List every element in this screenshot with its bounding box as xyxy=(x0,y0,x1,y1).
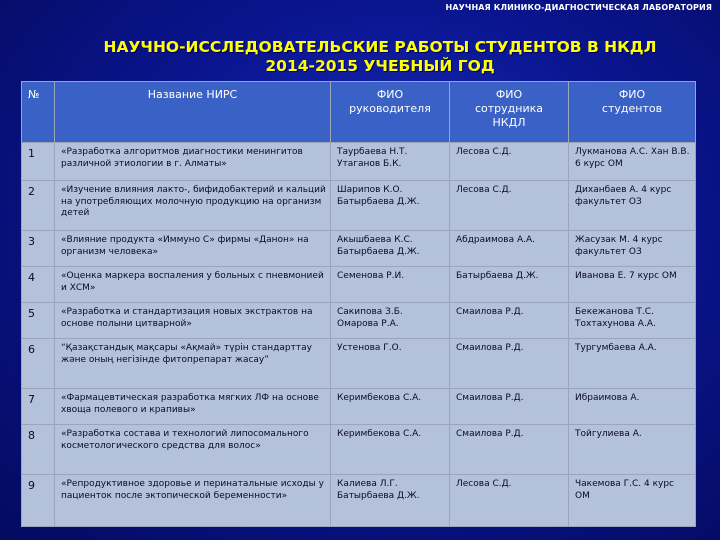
research-table xyxy=(21,81,696,527)
row-supervisor: Сакипова З.Б. Омарова Р.А. xyxy=(331,303,450,339)
table-row xyxy=(22,389,696,425)
row-number: 8 xyxy=(22,425,55,475)
row-title: «Разработка и стандартизация новых экстрактов на основе полыни цитварной» xyxy=(55,303,331,339)
row-employee: Смаилова Р.Д. xyxy=(450,303,569,339)
row-number: 1 xyxy=(22,143,55,181)
column-header-supervisor-line-2: руководителя xyxy=(349,102,431,115)
row-number: 7 xyxy=(22,389,55,425)
row-title: “Қазақстандық мақсары «Ақмай» түрін стандарттау және оның негізінде фитопрепарат жасау” xyxy=(55,339,331,389)
column-header-number: № xyxy=(22,82,55,143)
column-header-employee-line-3: НКДЛ xyxy=(492,116,526,129)
row-supervisor: Керимбекова С.А. xyxy=(331,425,450,475)
row-employee: Смаилова Р.Д. xyxy=(450,339,569,389)
row-students: Лукманова А.С. Хан В.В. 6 курс ОМ xyxy=(569,143,696,181)
row-supervisor: Калиева Л.Г. Батырбаева Д.Ж. xyxy=(331,475,450,527)
row-students: Диханбаев А. 4 курс факультет ОЗ xyxy=(569,181,696,231)
table-row xyxy=(22,425,696,475)
table-row xyxy=(22,181,696,231)
table-row xyxy=(22,475,696,527)
table-row xyxy=(22,267,696,303)
row-title: «Разработка алгоритмов диагностики менингитов различной этиологии в г. Алматы» xyxy=(55,143,331,181)
column-header-employee xyxy=(450,82,569,143)
page-title xyxy=(40,38,720,76)
column-header-name: Название НИРС xyxy=(55,82,331,143)
row-supervisor: Устенова Г.О. xyxy=(331,339,450,389)
row-students: Чакемова Г.С. 4 курс ОМ xyxy=(569,475,696,527)
column-header-employee-line-2: сотрудника xyxy=(474,102,543,115)
title-line-1: НАУЧНО-ИССЛЕДОВАТЕЛЬСКИЕ РАБОТЫ СТУДЕНТОВ В НКДЛ xyxy=(103,38,657,56)
row-employee: Лесова С.Д. xyxy=(450,143,569,181)
row-students: Тургумбаева А.А. xyxy=(569,339,696,389)
table-header-row xyxy=(22,82,696,143)
table-row xyxy=(22,143,696,181)
column-header-students-line-1: ФИО xyxy=(618,88,646,101)
row-title: «Разработка состава и технологий липосомального косметологического средства для волос» xyxy=(55,425,331,475)
column-header-supervisor-line-1: ФИО xyxy=(376,88,404,101)
row-employee: Смаилова Р.Д. xyxy=(450,425,569,475)
row-number: 5 xyxy=(22,303,55,339)
row-supervisor: Керимбекова С.А. xyxy=(331,389,450,425)
table-row xyxy=(22,231,696,267)
row-students: Ибраимова А. xyxy=(569,389,696,425)
row-supervisor: Шарипов К.О. Батырбаева Д.Ж. xyxy=(331,181,450,231)
column-header-supervisor xyxy=(331,82,450,143)
lab-header: НАУЧНАЯ КЛИНИКО-ДИАГНОСТИЧЕСКАЯ ЛАБОРАТОРИЯ xyxy=(445,3,712,12)
row-title: «Репродуктивное здоровье и перинатальные исходы у пациенток после эктопической беременности» xyxy=(55,475,331,527)
row-employee: Смаилова Р.Д. xyxy=(450,389,569,425)
row-employee: Лесова С.Д. xyxy=(450,181,569,231)
row-title: «Фармацевтическая разработка мягких ЛФ на основе хвоща полевого и крапивы» xyxy=(55,389,331,425)
row-number: 6 xyxy=(22,339,55,389)
column-header-students-line-2: студентов xyxy=(601,102,663,115)
row-employee: Абдраимова А.А. xyxy=(450,231,569,267)
row-title: «Влияние продукта «Иммуно С» фирмы «Данон» на организм человека» xyxy=(55,231,331,267)
table-row xyxy=(22,303,696,339)
row-students: Иванова Е. 7 курс ОМ xyxy=(569,267,696,303)
row-number: 4 xyxy=(22,267,55,303)
row-employee: Лесова С.Д. xyxy=(450,475,569,527)
table-row xyxy=(22,339,696,389)
row-number: 9 xyxy=(22,475,55,527)
row-students: Бекежанова Т.С. Тохтахунова А.А. xyxy=(569,303,696,339)
title-line-2: 2014-2015 УЧЕБНЫЙ ГОД xyxy=(265,57,495,75)
row-students: Жасузак М. 4 курс факультет ОЗ xyxy=(569,231,696,267)
row-supervisor: Таурбаева Н.Т. Утаганов Б.К. xyxy=(331,143,450,181)
row-title: «Оценка маркера воспаления у больных с пневмонией и ХСМ» xyxy=(55,267,331,303)
row-employee: Батырбаева Д.Ж. xyxy=(450,267,569,303)
row-title: «Изучение влияния лакто-, бифидобактерий и кальций на употребляющих молочную продукцию на организм детей xyxy=(55,181,331,231)
row-students: Тойгулиева А. xyxy=(569,425,696,475)
row-number: 3 xyxy=(22,231,55,267)
row-supervisor: Акышбаева К.С. Батырбаева Д.Ж. xyxy=(331,231,450,267)
row-number: 2 xyxy=(22,181,55,231)
column-header-students xyxy=(569,82,696,143)
row-supervisor: Семенова Р.И. xyxy=(331,267,450,303)
column-header-employee-line-1: ФИО xyxy=(495,88,523,101)
